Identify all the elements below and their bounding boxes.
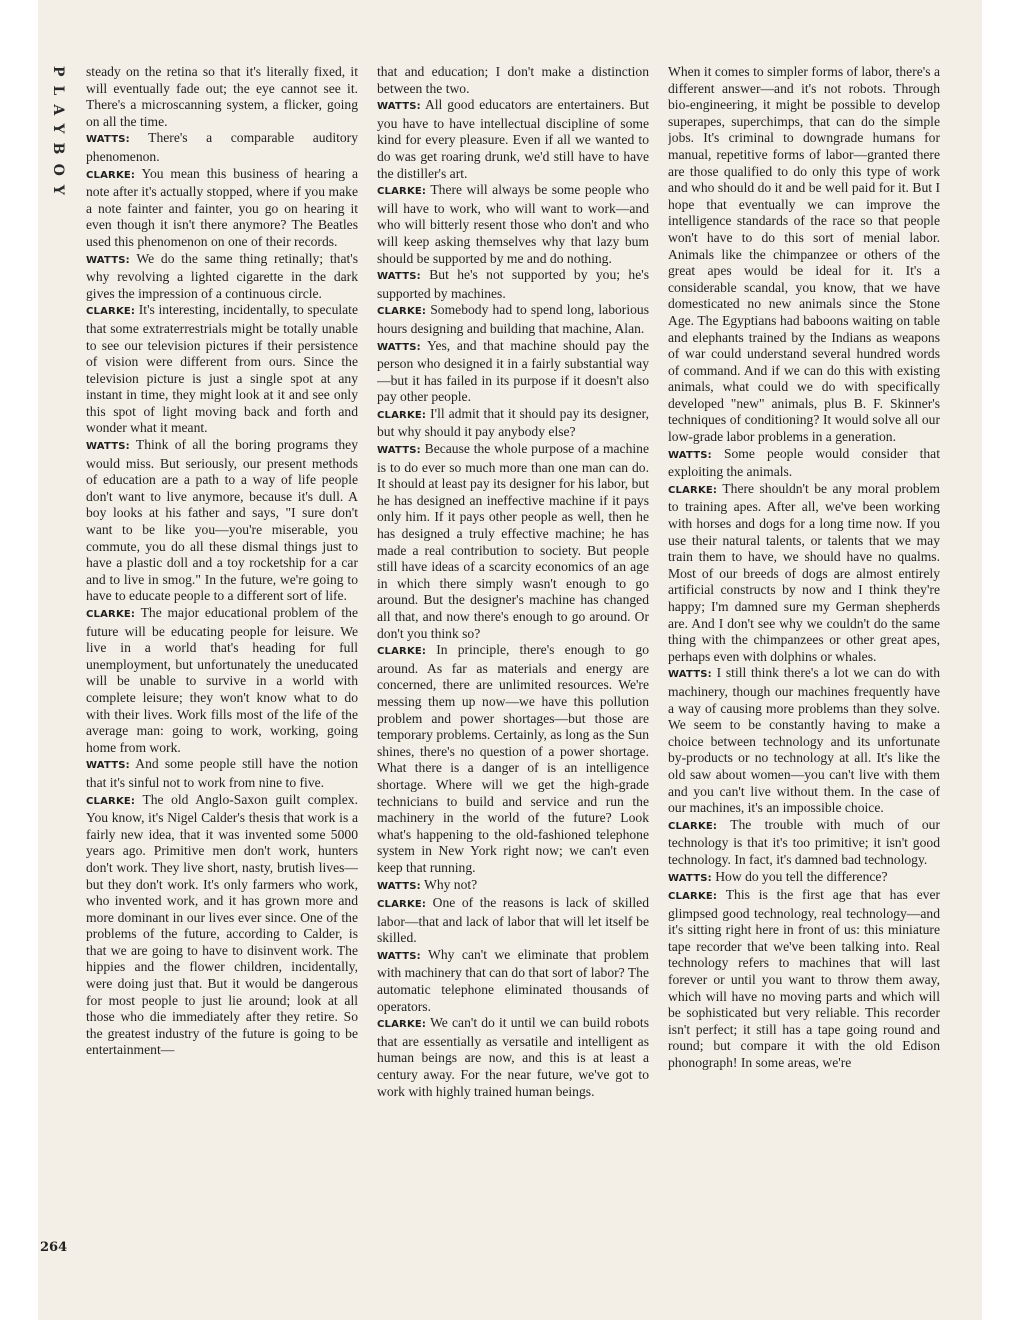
paragraph-text: One of the reasons is lack of skilled labor—that and lack of labor that will let itself be skilled. [377,895,649,946]
speaker-label: WATTS: [86,254,130,266]
page-number: 264 [40,1240,68,1255]
paragraph [377,877,649,896]
speaker-label: WATTS: [377,341,421,353]
paragraph [377,1015,649,1100]
paragraph-text: But he's not supported by you; he's supported by machines. [377,267,649,301]
paragraph [668,481,940,666]
speaker-label: CLARKE: [86,169,136,181]
paragraph [377,441,649,642]
paragraph [86,130,358,165]
paragraph-text: I still think there's a lot we can do with machinery, though our machines frequently have a way of causing more problems than they solve. We seem to be constantly having to make a choice between technology and its unfortunate by-products or no technology at all. It's like the old saw about women—you can't live with them and you can't live without them. In the case of our machines, it's an impossible choice. [668,665,940,816]
paragraph-text: The trouble with much of our technology is that it's too primitive; it isn't good technology. In fact, it's damned bad technology. [668,816,940,867]
running-head-text: PLAYBOY [50,66,66,204]
text-column-1 [86,64,358,1264]
paragraph-text: We do the same thing retinally; that's why revolving a lighted cigarette in the dark gives the impression of a continuous circle. [86,250,358,301]
paragraph [377,895,649,947]
speaker-label: CLARKE: [86,609,136,620]
paragraph-text: I'll admit that it should pay its designer, but why should it pay anybody else? [377,405,649,440]
paragraph [668,869,940,888]
paragraph [86,166,358,251]
paragraph [86,251,358,303]
speaker-label: CLARKE: [377,1019,427,1031]
paragraph-text: In principle, there's enough to go around. As far as materials and energy are concerned, there are unlimited resources. We're messing them up now—we have this pollution problem and power shortages—but those are temporary problems. Certainly, as long as the Sun shines, there's no question of a power shortage. What there is a danger of is an intelligence shortage. Where will we get the high-grade technicians to build and service and run the machinery in the world of the future? Look what's happening to the old-fashioned telephone system in New York right now; we can't even keep that running. [377,642,649,875]
paragraph [86,792,358,1060]
paragraph-text: This is the first age that has ever glimpsed good technology, real technology—and it's sitting right here in front of us: this miniature tape recorder that we've been talking into. Real technology refers to machines that will last forever or until you want to throw them away, which will have no moving parts and which will be sophisticated but very reliable. This recorder isn't perfect; it still has a tape going round and round; but compare it with the old Edison phonograph! In some areas, we're [668,887,940,1071]
speaker-label: CLARKE: [377,306,427,318]
speaker-label: CLARKE: [668,820,718,832]
speaker-label: WATTS: [86,441,130,453]
paragraph [377,64,649,97]
paragraph [377,406,649,441]
speaker-label: WATTS: [668,449,712,461]
paragraph [668,446,940,481]
paragraph-text: Some people would consider that exploiting the animals. [668,445,940,480]
paragraph-text: It's interesting, incidentally, to speculate that some extraterrestrials might be totally unable to see our television pictures if their persistence of vision were different from ours. Since the television picture is just a single spot at any instant in time, they might look at it and see only this spot of light moving back and forth and wonder what it meant. [86,302,358,436]
paragraph-text: The old Anglo-Saxon guilt complex. You know, it's Nigel Calder's thesis that work is a fairly new idea, that it was invented some 5000 years ago. Primitive men don't work, hunters don't work. They live short, nasty, brutish lives—but they don't work. It's only farmers who work, who invented work, and it has grown more and more dominant in our lives ever since. One of the problems of the future, according to Calder, is that we are going to have to disinvent work. The hippies and the flower children, incidentally, were doing just that. But it would be dangerous for most people to just lie around; look at all those who die immediately after they retire. So the greatest industry of the future is going to be entertainment— [86,791,358,1058]
speaker-label: WATTS: [377,445,421,457]
speaker-label: CLARKE: [377,409,427,421]
speaker-label: WATTS: [377,950,421,962]
speaker-label: WATTS: [377,271,421,283]
paragraph [668,64,940,446]
paragraph-text: There will always be some people who will have to work, who will want to work—and who will bitterly resent those who don't and who will keep asking themselves why that lazy bum should be supported by me and do nothing. [377,182,649,266]
text-column-2 [377,64,649,1264]
paragraph-text: that and education; I don't make a distinction between the two. [377,64,649,96]
paragraph [86,437,358,605]
paragraph-text: Think of all the boring programs they would miss. But seriously, our present methods of education are a path to a way of life people don't want to live anymore, because it's dull. A boy looks at his father and says, "I sure don't want to be like you—you're miserable, you commute, you do all these dismal things just to have a plastic doll and a toy rocketship for a car and to live in smog." In the future, we're going to have to educate people to a different sort of life. [86,437,358,604]
paragraph-text: Yes, and that machine should pay the person who designed it in a fairly substantial way—but it has failed in its purpose if it doesn't also pay other people. [377,337,649,405]
speaker-label: CLARKE: [377,646,427,658]
speaker-label: WATTS: [668,872,712,884]
speaker-label: WATTS: [86,760,130,772]
speaker-label: WATTS: [377,101,421,113]
paragraph [377,947,649,1015]
paragraph-text: You mean this business of hearing a note after it's actually stopped, where if you make a note fainter and fainter, you go on hearing it even though it isn't there anymore? The Beatles used this phenomenon on one of their records. [86,165,358,249]
paragraph-text: Because the whole purpose of a machine is to do ever so much more than one man can do. It should at least pay its designer for his labor, but he has designed an ineffective machine if it pays only him. If it pays other people as well, then he has designed a truly effective machine; he has made a real contribution to society. But people still have ideas of a scarcity economics of an age in which there simply wasn't enough to go around. But the designer's machine has changed all that, and now there's enough to go around. Or don't you think so? [377,441,649,641]
speaker-label: CLARKE: [86,795,136,807]
paragraph [86,64,358,130]
paragraph-text: And some people still have the notion that it's sinful not to work from nine to five. [86,756,358,790]
paragraph [377,182,649,267]
speaker-label: CLARKE: [377,899,427,911]
paragraph-text: Somebody had to spend long, laborious hours designing and building that machine, Alan. [377,302,649,336]
paragraph [86,756,358,791]
paragraph-text: When it comes to simpler forms of labor, there's a different answer—and it's not robots. Through bio-engineering, it might be possible to develop superapes, superchimps, that can do the simple jobs. It's criminal to downgrade humans for manual, repetitive forms of labor—granted there are those qualified to do only this type of work and who should do it and be well paid for it. But I hope that eventually we can improve the intelligence standards of the race so that people won't have to do this sort of menial labor. Animals like the chimpanzee or others of the great apes would be ideal for it. It's a considerable scandal, you know, that we have domesticated no new animals since the Stone Age. The Egyptians had baboons waiting on table and elephants trained by the Indians as weapons of war could understand several hundred words of command. And if we can do this with existing animals, what could we do with specifically developed "new" animals, plus B. F. Skinner's techniques of conditioning? It would solve all our low-grade labor problems in a generation. [668,64,940,445]
paragraph-text: We can't do it until we can build robots that are essentially as versatile and intelligent as human beings are now, and this is at least a century away. For the near future, we've got to work with highly trained human beings. [377,1015,649,1099]
paragraph [377,267,649,302]
paragraph [668,887,940,1072]
paragraph [377,97,649,182]
paragraph-text: Why not? [423,876,478,892]
paragraph [377,642,649,876]
speaker-label: WATTS: [377,880,421,892]
speaker-label: CLARKE: [668,891,718,903]
paragraph [668,817,940,869]
speaker-label: CLARKE: [86,306,136,318]
speaker-label: WATTS: [86,134,130,146]
paragraph [377,302,649,337]
paragraph [86,302,358,437]
paragraph-text: All good educators are entertainers. But you have to have intellectual discipline of some kind for every pleasure. Even if all we wanted to do was get roaring drunk, we'd still have to have the distiller's art. [377,97,649,181]
paragraph-text: How do you tell the difference? [715,868,888,884]
speaker-label: CLARKE: [377,186,427,198]
running-head [44,66,72,226]
paragraph [668,665,940,816]
speaker-label: WATTS: [668,669,712,681]
paragraph-text: There shouldn't be any moral problem to training apes. After all, we've been working with horses and dogs for a long time now. If you use their natural talents, or talents that we may train them to have, we should have no qualms. Most of our breeds of dogs are almost entirely artificial constructs by now and I think they're happy; I'm damned sure my German shepherds are. And I don't see why we couldn't do the same thing with the chimpanzees or other great apes, perhaps even with dolphins or whales. [668,480,940,664]
speaker-label: CLARKE: [668,484,718,496]
paragraph [86,605,358,756]
paragraph-text: There's a comparable auditory phenomenon. [86,130,358,164]
text-column-3 [668,64,940,1264]
paragraph [377,338,649,406]
paragraph-text: The major educational problem of the future will be educating people for leisure. We live in a world that's heading for full unemployment, but unfortunately the uneducated will be unable to survive in a world with complete leisure; they won't know what to do with their lives. Work fills most of the life of the average man: going to work, working, going home from work. [86,605,358,755]
paragraph-text: Why can't we eliminate that problem with machinery that can do that sort of labor? The automatic telephone eliminated thousands of operators. [377,946,649,1014]
paragraph-text: steady on the retina so that it's literally fixed, it will eventually fade out; the eye cannot see it. There's a microscanning system, a flicker, going on all the time. [86,64,358,129]
